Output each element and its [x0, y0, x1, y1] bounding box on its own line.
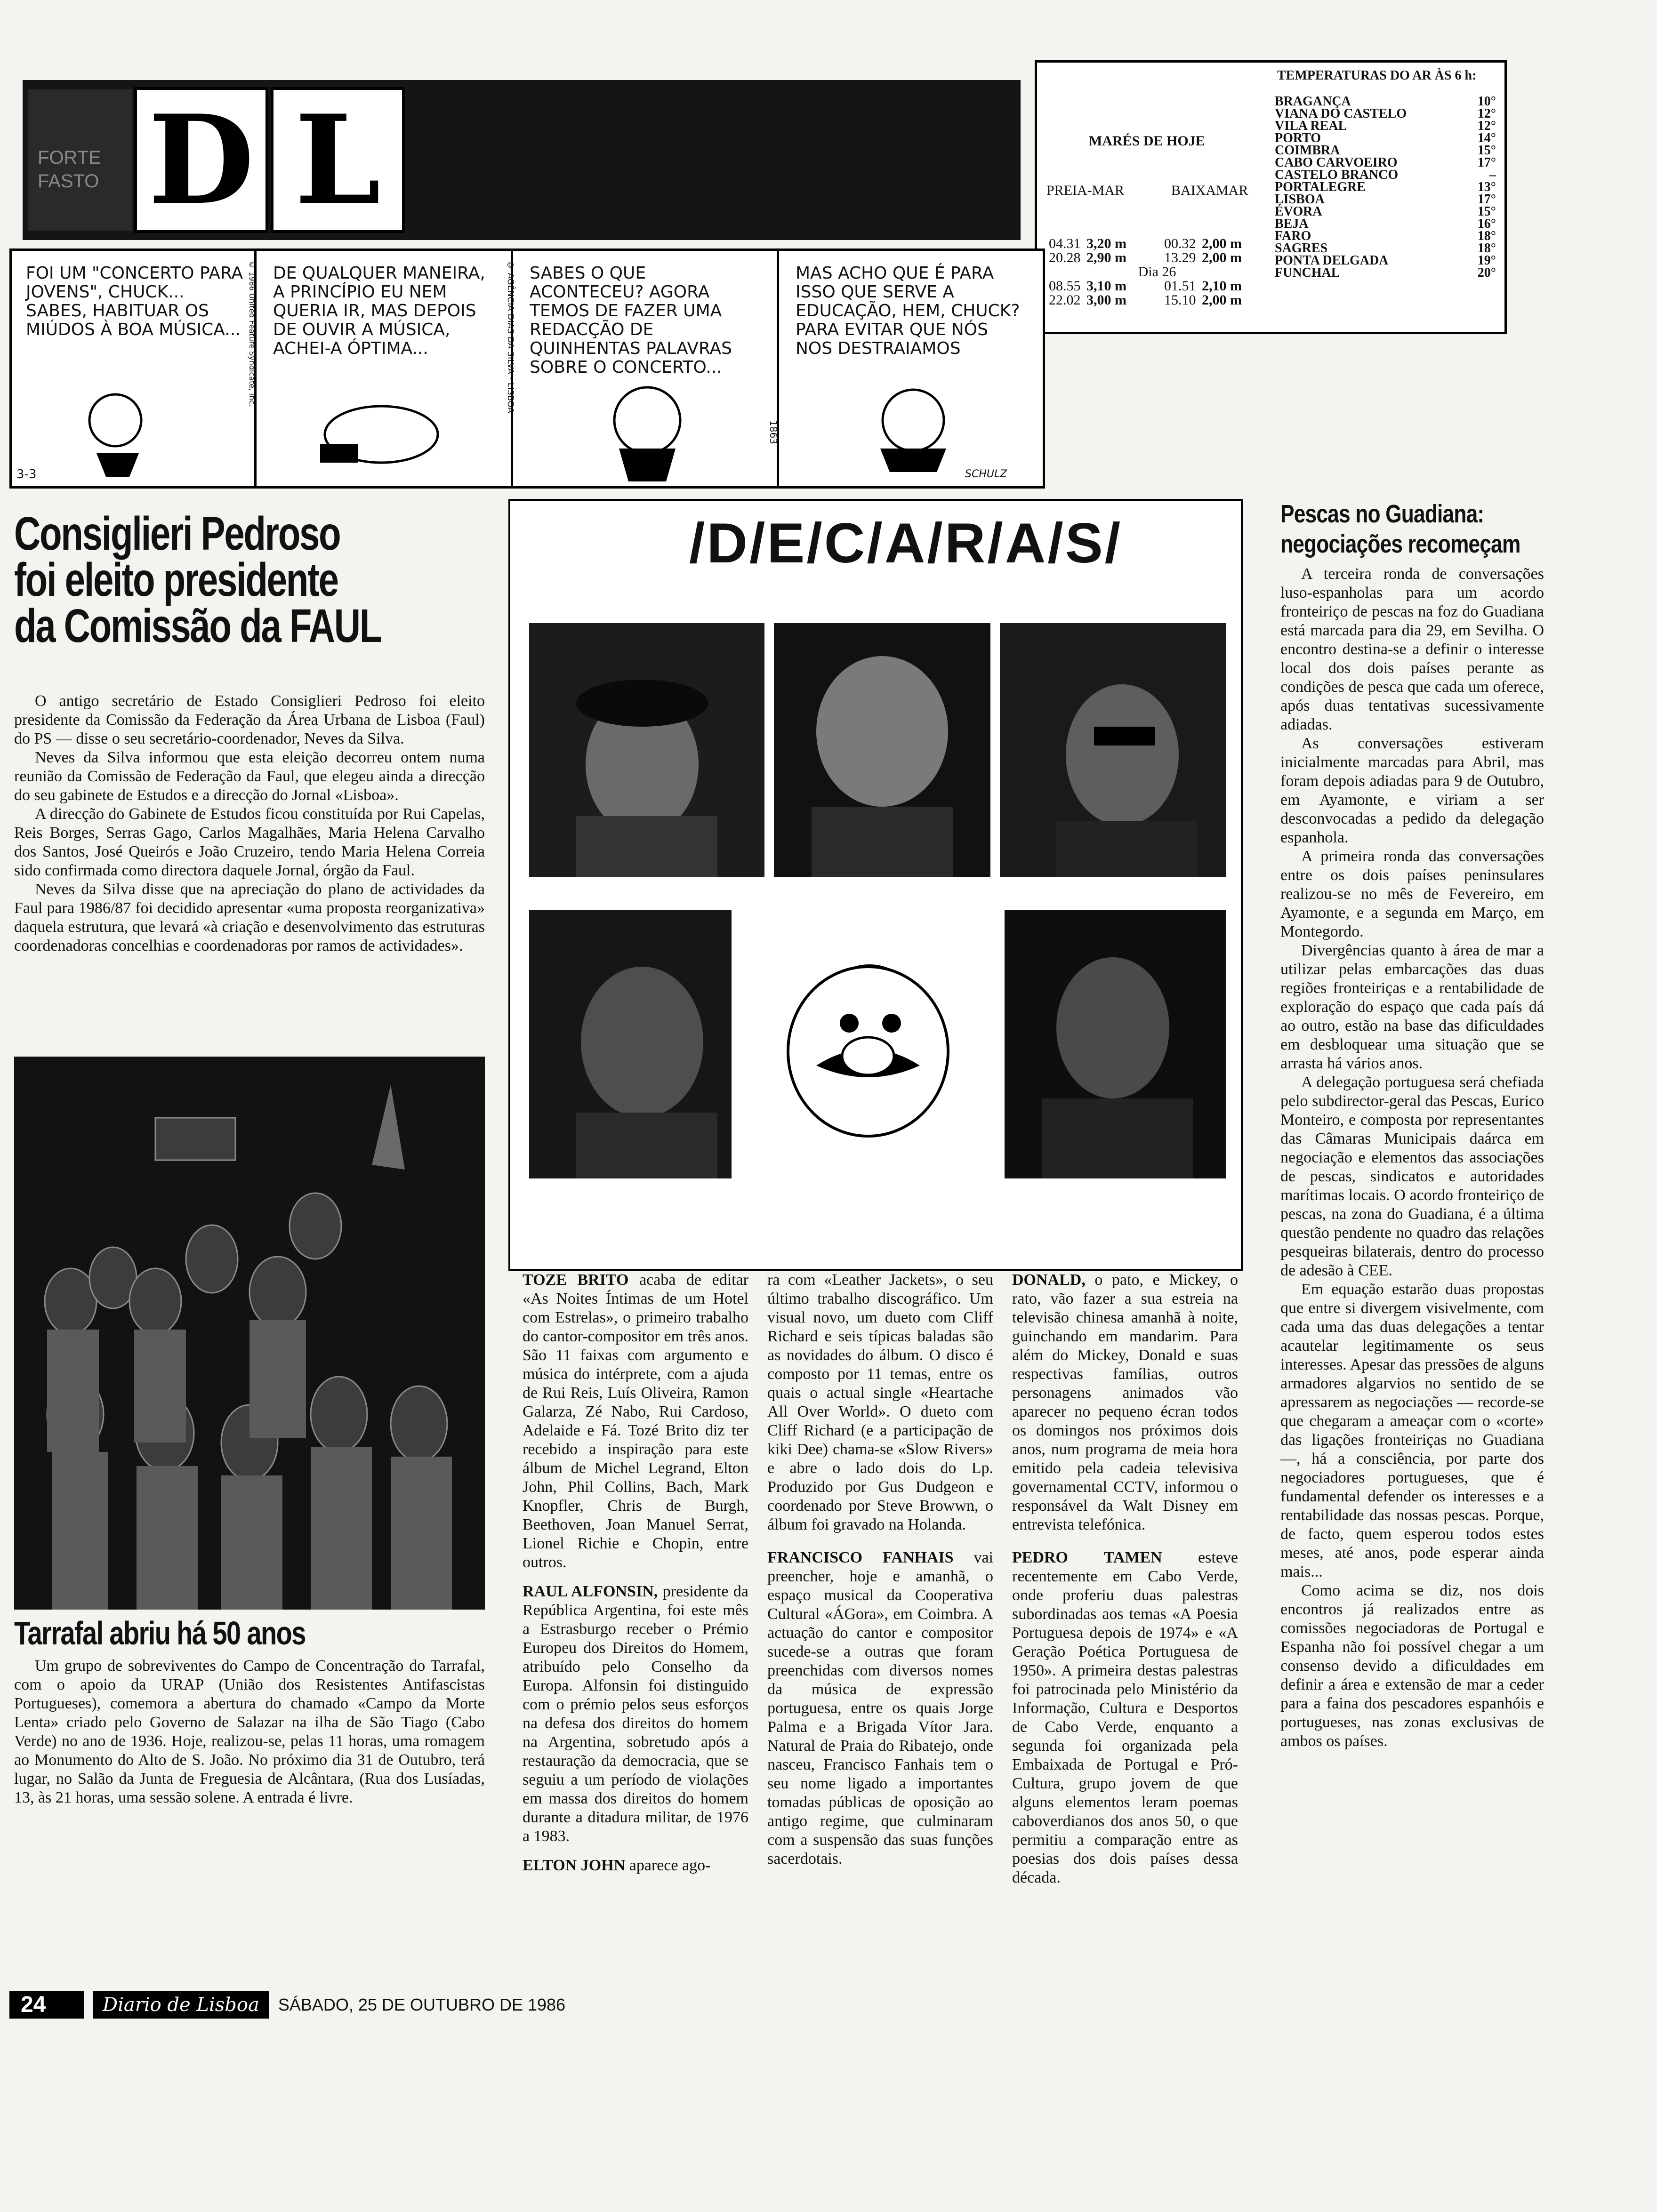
news-text: esteve recentemente em Cabo Verde, onde proferiu duas palestras subordinadas aos temas «A Poesia Portuguesa depois de 1974» e «A Geração Poética Portuguesa de 1950». A primeira destas palestras foi patrocinada pelo Ministério da Informação, Cultura e Desportos de Cabo Verde, enquanto a segunda foi organizada pela Embaixada de Portugal e Pró-Cultura, grupo jovem de que alguns elementos leram poemas caboverdianos dos anos 50, o que permitiu a comparação entre as poesias dos dois países dessa década.: [1012, 1549, 1238, 1886]
comic-speech: DE QUALQUER MANEIRA, A PRINCÍPIO EU NEM QUERIA IR, MAS DEPOIS DE OUVIR A MÚSICA, ACHEI-A ÓPTIMA...: [273, 264, 485, 358]
paragraph: O antigo secretário de Estado Consiglieri Pedroso foi eleito presidente da Comissão da Federação da Área Urbana de Lisboa (Faul) do PS — disse o seu secretário-coordenador, Neves da Silva.: [14, 692, 485, 747]
news-lead: RAUL ALFONSIN,: [523, 1583, 658, 1600]
paragraph: As conversações estiveram inicialmente marcadas para Abril, mas foram depois adiadas para 9 de Outubro, em Ayamonte, e viriam a ser desconvocadas a pedido da delegação espanhola.: [1280, 735, 1544, 846]
photo-pedro-tamen: [1005, 910, 1226, 1178]
tide-row: 04.31 3,20 m 00.32 2,00 m: [1049, 236, 1242, 251]
decaras-section: [508, 499, 1243, 1271]
masthead-letter-l: [271, 87, 405, 233]
comic-signature: SCHULZ: [965, 468, 1007, 480]
headline-line: foi eleito presidente: [14, 553, 338, 606]
city-name: BRAGANÇA: [1275, 94, 1351, 109]
city-temperature: 10°: [1477, 94, 1496, 109]
tarrafal-article-body: [14, 1657, 485, 1807]
temperatures-title: TEMPERATURAS DO AR ÀS 6 h:: [1277, 68, 1477, 83]
headline-line: Pescas no Guadiana:: [1280, 500, 1484, 528]
news-lead: ELTON JOHN: [523, 1857, 626, 1874]
tarrafal-illustration: [14, 1057, 485, 1610]
news-lead: PEDRO TAMEN: [1012, 1549, 1162, 1566]
masthead-badge-line: FASTO: [38, 171, 99, 192]
masthead-letter: L: [295, 88, 381, 232]
comic-speech: MAS ACHO QUE É PARA ISSO QUE SERVE A EDUCAÇÃO, HEM, CHUCK? PARA EVITAR QUE NÓS NOS DESTRAIAMOS: [796, 264, 1020, 358]
decaras-column-3: [1012, 1271, 1238, 1887]
city-temperature: 18°: [1477, 241, 1496, 256]
news-text: o pato, e Mickey, o rato, vão fazer a sua estreia na televisão chinesa amanhã à noite, guinchando em mandarim. Para além do Mickey, Donald e suas respectivas famílias, outros personagens animados vão aparecer no pequeno écran todos os domingos nos próximos dois anos, num programa de meia hora emitido pela cadeia televisiva governamental CCTV, informou o responsável da Walt Disney em entrevista telefónica.: [1012, 1271, 1238, 1533]
peppermint-patty-thinking: [595, 378, 699, 481]
headline-line: negociações recomeçam: [1280, 530, 1520, 558]
news-lead: TOZE BRITO: [523, 1271, 629, 1289]
city-temperature: 17°: [1477, 155, 1496, 170]
page-number: 24: [9, 1991, 84, 2019]
city-name: PORTALEGRE: [1275, 180, 1366, 194]
city-temperature: 20°: [1477, 265, 1496, 280]
news-lead: FRANCISCO FANHAIS: [767, 1549, 954, 1566]
masthead-badge: [28, 89, 132, 231]
city-name: VILA REAL: [1275, 119, 1347, 133]
masthead-badge-line: FORTE: [38, 147, 101, 168]
photo-elton-john: [1000, 623, 1226, 877]
comic-code: 1863: [768, 420, 779, 444]
news-item: [1012, 1271, 1238, 1534]
city-name: PONTA DELGADA: [1275, 253, 1389, 268]
newspaper-name: Diario de Lisboa: [93, 1991, 269, 2019]
comic-date: 3-3: [16, 467, 37, 481]
news-item: [523, 1856, 748, 1875]
city-name: FUNCHAL: [1275, 265, 1340, 280]
photo-raul-alfonsin: [774, 623, 990, 877]
paragraph: Divergências quanto à área de mar a utilizar pelas embarcações das duas regiões fronteiriças e a rentabilidade de exploração do espaço que cada país dá ao outro, estão na base das dificuldades em desbloquear uma situação que se arrasta há vários anos.: [1280, 942, 1544, 1072]
photo-toze-brito: [529, 623, 764, 877]
photo-francisco-fanhais: [529, 910, 732, 1178]
news-item: [767, 1548, 993, 1868]
paragraph: A terceira ronda de conversações luso-espanholas para um acordo fronteiriço de pescas na foz do Guadiana está marcada para dia 29, em Sevilha. O encontro destina-se a definir o interesse local dos dois países perante as condições de pesca que cada um oferece, após duas tentativas sucessivamente adiadas.: [1280, 565, 1544, 733]
temperatures-list: [1275, 96, 1496, 279]
city-temperature: 15°: [1477, 143, 1496, 158]
city-name: VIANA DO CASTELO: [1275, 106, 1407, 121]
preia-mar-label: PREIA-MAR: [1046, 183, 1125, 198]
city-temperature: 13°: [1477, 180, 1496, 194]
comic-strip: [9, 248, 1045, 489]
city-temperature: 14°: [1477, 131, 1496, 145]
tarrafal-headline: Tarrafal abriu há 50 anos: [14, 1615, 306, 1651]
issue-date: SÁBADO, 25 DE OUTUBRO DE 1986: [278, 1995, 566, 2014]
city-name: ÉVORA: [1275, 204, 1322, 219]
comic-panel-1: [12, 251, 257, 486]
city-name: BEJA: [1275, 216, 1309, 231]
news-text: aparece ago-: [625, 1857, 711, 1874]
comic-panel-2: [259, 251, 513, 486]
news-text: acaba de editar «As Noites Íntimas de um Hotel com Estrelas», o primeiro trabalho do cantor-compositor em três anos. São 11 faixas com argumento e música do intérprete, com a ajuda de Rui Reis, Luís Oliveira, Ramon Galarza, Zé Nabo, Rui Cardoso, Adelaide e Fá. Tozé Brito diz ter recebido a inspiração para este álbum de Michel Legrand, Elton John, Phil Collins, Bach, Mark Knopfler, Chris de Burgh, Beethoven, Joan Manuel Serrat, Lionel Richie e Chopin, entre outros.: [523, 1271, 748, 1571]
city-name: PORTO: [1275, 131, 1321, 145]
tides-title: MARÉS DE HOJE: [1089, 133, 1205, 149]
decaras-title: /D/E/C/A/R/A/S/: [689, 512, 1123, 575]
news-lead: DONALD,: [1012, 1271, 1086, 1289]
city-name: LISBOA: [1275, 192, 1325, 207]
pescas-article-body: [1280, 565, 1544, 1751]
city-temperature: 19°: [1477, 253, 1496, 268]
tide-row: 22.02 3,00 m 15.10 2,00 m: [1049, 292, 1242, 308]
tide-row: 08.55 3,10 m 01.51 2,10 m: [1049, 278, 1242, 294]
masthead-letter: D: [148, 88, 255, 232]
decaras-column-2: [767, 1271, 993, 1868]
paragraph: Neves da Silva informou que esta eleição decorreu ontem numa reunião da Comissão de Federação da Faul, que elegeu ainda a direcção do seu gabinete de Estudos e a direcção do Jornal «Lisboa».: [14, 749, 485, 804]
decaras-column-1: [523, 1271, 748, 1875]
news-item: [767, 1271, 993, 1534]
page-footer: [9, 1991, 621, 2019]
city-temperature: –: [1489, 168, 1496, 182]
news-item: [1012, 1548, 1238, 1887]
faul-article-body: [14, 692, 485, 955]
city-temperature: 16°: [1477, 216, 1496, 231]
peppermint-patty-phone-end: [861, 378, 965, 472]
paragraph: A primeira ronda das conversações entre os dois países peninsulares realizou-se no mês de Fevereiro, em Ayamonte, e a segunda em Março, em Montegordo.: [1280, 848, 1544, 940]
news-text: presidente da República Argentina, foi este mês a Estrasburgo receber o Prémio Europeu dos Direitos do Homem, atribuído pelo Conselho da Europa. Alfonsin foi distinguido com o prémio pelos seus esforços na defesa dos direitos do homem na Argentina, sobretudo após a restauração da democracia, que se seguiu a um período de violações em massa dos direitos do homem durante a ditadura militar, de 1976 a 1983.: [523, 1583, 748, 1845]
city-temperature: 12°: [1477, 106, 1496, 121]
peppermint-patty-phone: [82, 383, 177, 477]
city-name: CASTELO BRANCO: [1275, 168, 1399, 182]
city-name: SAGRES: [1275, 241, 1328, 256]
faul-headline: [14, 507, 491, 652]
comic-speech: SABES O QUE ACONTECEU? AGORA TEMOS DE FAZER UMA REDACÇÃO DE QUINHENTAS PALAVRAS SOBRE O CONCERTO...: [530, 264, 732, 377]
comic-agency: © AGÊNCIA DIAS DA SILVA - LISBOA: [506, 260, 515, 413]
comic-speech: FOI UM "CONCERTO PARA JOVENS", CHUCK... SABES, HABITUAR OS MIÚDOS À BOA MÚSICA...: [26, 264, 243, 339]
pescas-headline: [1280, 499, 1520, 559]
tides-table: [1049, 237, 1265, 307]
news-item: [523, 1582, 748, 1846]
tide-row: 20.28 2,90 m 13.29 2,00 m: [1049, 250, 1242, 265]
city-name: FARO: [1275, 229, 1311, 243]
city-name: COIMBRA: [1275, 143, 1340, 158]
paragraph: Neves da Silva disse que na apreciação do plano de actividades da Faul para 1986/87 foi decidido apresentar «uma proposta reorganizativa» daquela estrutura, que levará «à criação e desenvolvimento das estruturas coordenadoras concelhias e coordenadoras por ramos de actividades».: [14, 881, 485, 954]
masthead-letter-d: [134, 87, 268, 233]
paragraph: Em equação estarão duas propostas que entre si divergem visivelmente, com cada uma das duas delegações a tentar acautelar legitimamente os seus interesses. Apesar das pressões de alguns armadores algarvios no sentido de se apressarem as negociações — recorde-se que chegaram a ameaçar com o «corte» das ligações fronteiriças no Guadiana —, há a consciência, por parte dos negociadores portugueses, que é fundamental defender os interesses e a rentabilidade das nossas pescas. Porque, de facto, quem esperou todos estes meses, até anos, pode esperar ainda mais...: [1280, 1281, 1544, 1580]
comic-panel-4: [781, 251, 1043, 486]
news-text: ra com «Leather Jackets», o seu último trabalho discográfico. Um visual novo, um dueto com Cliff Richard e seis típicas baladas são as novidades do álbum. O disco é composto por 11 temas, entre os quais o actual single «Heartache All Over World». O dueto com Cliff Richard (e a participação de kiki Dee) chama-se «Slow Rivers» e abre o lado dois do Lp. Produzido por Gus Dudgeon e coordenado por Steve Browwn, o álbum foi gravado na Holanda.: [767, 1271, 993, 1533]
paragraph: A direcção do Gabinete de Estudos ficou constituída por Rui Capelas, Reis Borges, Serras Gago, Carlos Magalhães, Maria Helena Carvalho dos Santos, José Queirós e João Cruzeiro, tendo Maria Helena Correia sido confirmada como directora daquele Jornal, órgão da Faul.: [14, 805, 485, 879]
temperature-row: [1275, 267, 1496, 279]
city-name: CABO CARVOEIRO: [1275, 155, 1398, 170]
comic-copyright: © 1986 United Feature Syndicate, Inc.: [248, 260, 257, 407]
headline-line: Consiglieri Pedroso: [14, 507, 340, 560]
paragraph: Um grupo de sobreviventes do Campo de Concentração do Tarrafal, com o apoio da URAP (União dos Resistentes Antifascistas Portugueses), comemora a abertura do chamado «Campo da Morte Lenta» criado pelo Governo de Salazar na ilha de São Tiago (Cabo Verde) no ano de 1936. Hoje, realizou-se, pelas 11 horas, uma romagem ao Monumento do Alto de S. João. No próximo dia 31 de Outubro, terá lugar, no Salão da Junta de Freguesia de Alcântara, (Rua dos Lusíadas, 13, às 21 horas, uma sessão solene. A entrada é livre.: [14, 1657, 485, 1806]
headline-line: da Comissão da FAUL: [14, 600, 381, 652]
peppermint-patty-lying: [311, 387, 452, 472]
news-text: vai preencher, hoje e amanhã, o espaço musical da Cooperativa Cultural «ÁGora», em Coimbra. A actuação do cantor e compositor sucede-se a outras que foram preenchidas com diversos nomes da música de expressão portuguesa, entre os quais Jorge Palma e a Brigada Vítor Jara. Natural de Praia do Ribatejo, onde nasceu, Francisco Fanhais tem o seu nome ligado a importantes tomadas públicas de oposição ao antigo regime, que culminaram com a suspensão das suas funções sacerdotais.: [767, 1549, 993, 1867]
city-temperature: 12°: [1477, 119, 1496, 133]
city-temperature: 18°: [1477, 229, 1496, 243]
paragraph: Como acima se diz, nos dois encontros já realizados entre as comissões negociadoras de Portugal e Espanha não foi possível chegar a um consenso devido a dificuldades em definir a área e extensão de mar a ceder para a faina dos pescadores espanhóis e portugueses, nas zonas exclusivas de ambos os países.: [1280, 1582, 1544, 1750]
photo-donald-cartoon: [746, 910, 990, 1178]
prisoners-drawing: [14, 1057, 485, 1610]
comic-panel-3: [515, 251, 779, 486]
weather-box: [1035, 60, 1507, 334]
baixamar-label: BAIXAMAR: [1171, 183, 1248, 198]
city-temperature: 17°: [1477, 192, 1496, 207]
tide-day-label: Dia 26: [1138, 264, 1176, 280]
city-temperature: 15°: [1477, 204, 1496, 219]
paragraph: A delegação portuguesa será chefiada pelo subdirector-geral das Pescas, Eurico Monteiro, e composta por representantes das Câmaras Municipais daárca em negociação e elementos das associações de pescas, sindicatos e autoridades marítimas locais. O acordo fronteiriço de pescas, na zona do Guadiana, é a última questão pendente no quadro das relações pesqueiras bilaterais, dentro do processo de adesão à CEE.: [1280, 1074, 1544, 1279]
news-item: [523, 1271, 748, 1572]
